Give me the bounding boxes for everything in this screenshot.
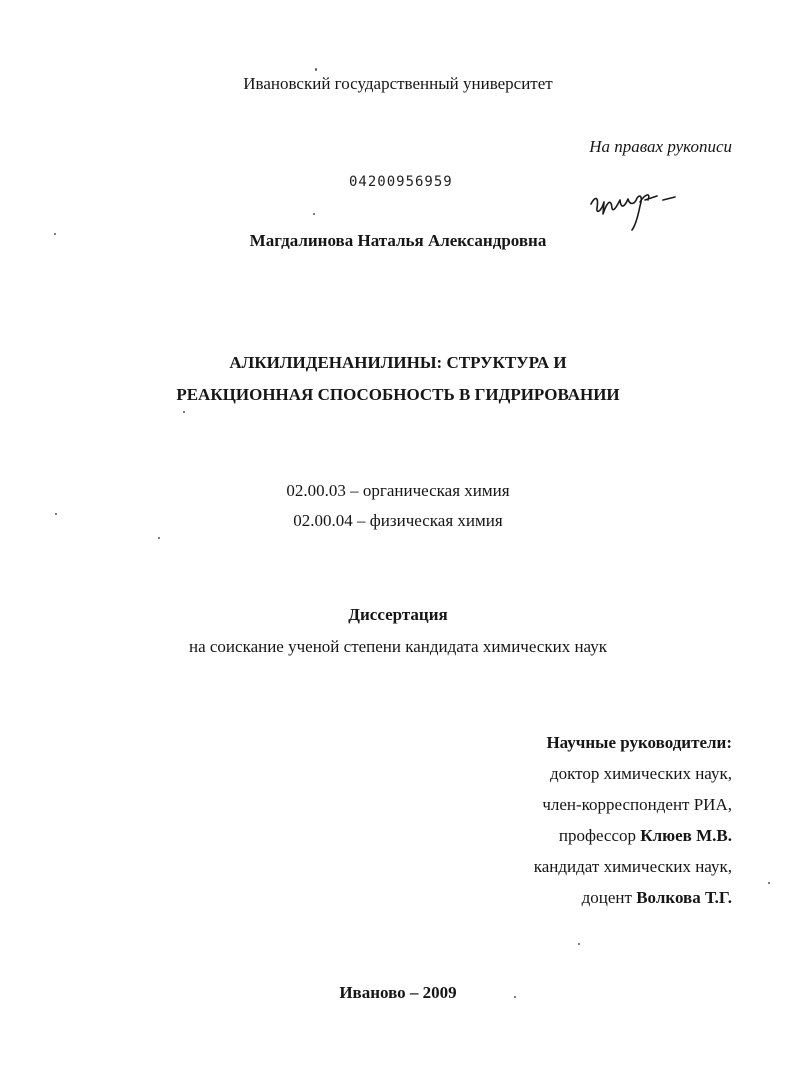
specialty-code-2: 02.00.04 – физическая химия bbox=[293, 511, 503, 530]
supervisor-1-name: Клюев М.В. bbox=[640, 826, 732, 845]
supervisor-1-membership: член-корреспондент РИА, bbox=[542, 795, 732, 814]
author-signature bbox=[585, 182, 680, 232]
scan-speck bbox=[183, 411, 185, 413]
author-name: Магдалинова Наталья Александровна bbox=[249, 231, 547, 250]
scan-speck bbox=[54, 233, 56, 235]
supervisor-2-name: Волкова Т.Г. bbox=[636, 888, 732, 907]
supervisors-heading: Научные руководители: bbox=[546, 733, 732, 752]
thesis-title-line-2: РЕАКЦИОННАЯ СПОСОБНОСТЬ В ГИДРИРОВАНИИ bbox=[176, 385, 620, 404]
supervisor-2-degree: кандидат химических наук, bbox=[533, 857, 732, 876]
scan-speck bbox=[158, 537, 160, 539]
scan-speck bbox=[315, 68, 317, 71]
scan-speck bbox=[55, 513, 57, 515]
thesis-title-line-1: АЛКИЛИДЕНАНИЛИНЫ: СТРУКТУРА И bbox=[229, 353, 567, 372]
scan-speck bbox=[768, 882, 770, 884]
supervisor-2-title: доцент bbox=[581, 888, 632, 907]
scan-speck bbox=[313, 213, 315, 215]
university-name: Ивановский государственный университет bbox=[243, 74, 553, 93]
inventory-number: 04200956959 bbox=[349, 174, 453, 190]
city-year: Иваново – 2009 bbox=[339, 983, 457, 1002]
supervisor-1-line bbox=[559, 826, 732, 846]
work-type-label: Диссертация bbox=[348, 605, 448, 624]
specialty-code-1: 02.00.03 – органическая химия bbox=[286, 481, 510, 500]
supervisor-1-title: профессор bbox=[558, 826, 637, 845]
scan-speck bbox=[514, 996, 516, 998]
supervisor-1-degree: доктор химических наук, bbox=[549, 764, 732, 783]
degree-description: на соискание ученой степени кандидата химических наук bbox=[188, 637, 607, 656]
supervisor-2-line bbox=[582, 888, 732, 908]
scan-speck bbox=[578, 943, 580, 945]
manuscript-rights-note: На правах рукописи bbox=[589, 137, 732, 156]
